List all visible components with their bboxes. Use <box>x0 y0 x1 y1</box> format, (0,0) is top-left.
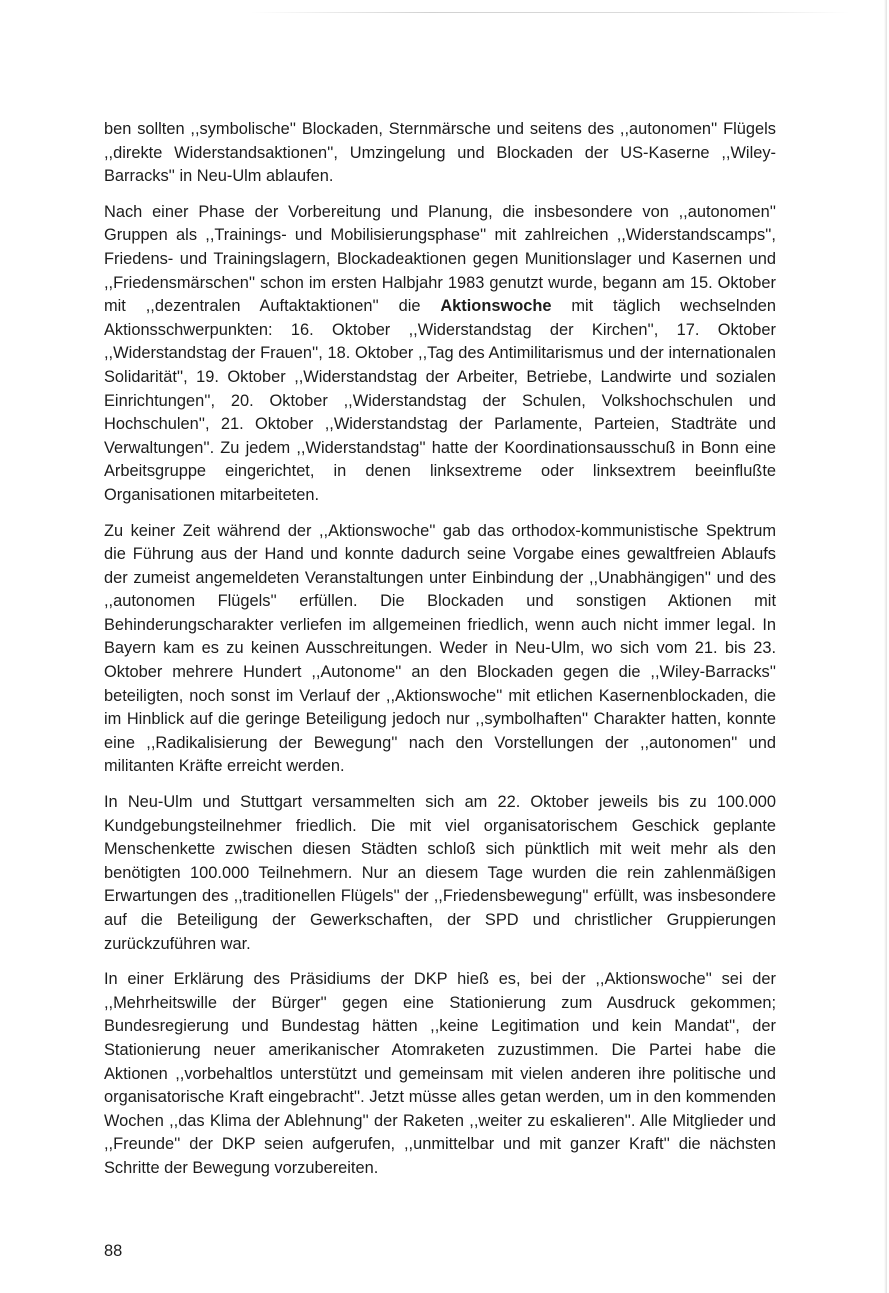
scan-right-edge <box>884 0 887 1293</box>
paragraph-5: In einer Erklärung des Präsidiums der DKP hieß es, bei der ,,Aktionswoche'' sei der ,,Mehrheitswille der Bürger'' gegen eine Stationierung zum Ausdruck gekommen; Bundesregierung und Bundestag hätten ,,keine Legitimation und kein Mandat'', der Stationierung neuer amerikanischer Atomraketen zuzustimmen. Die Partei habe die Aktionen ,,vorbehaltlos unterstützt und gemeinsam mit vielen anderen ihre politische und organisatorische Kraft eingebracht''. Jetzt müsse alles getan werden, um in den kommenden Wochen ,,das Klima der Ablehnung'' der Raketen ,,weiter zu eskalieren''. Alle Mitglieder und ,,Freunde'' der DKP seien aufgerufen, ,,unmittelbar und mit ganzer Kraft'' die nächsten Schritte der Bewegung vorzubereiten. <box>104 970 776 1177</box>
paragraph-2 <box>104 201 776 508</box>
paragraph-2-before: Nach einer Phase der Vorbereitung und Planung, die insbesondere von ,,autonomen'' Gruppen als ,,Trainings- und Mobilisierungsphase'' mit zahlreichen ,,Widerstandscamps'', Friedens- und Trainingslagern, Blockadeaktionen gegen Munitionslager und Kasernen und ,,Friedensmärschen'' schon im ersten Halbjahr 1983 genutzt wurde, begann am 15. Oktober mit ,,dezentralen Auftaktaktionen'' die <box>104 202 776 316</box>
paragraph-1: ben sollten ,,symbolische'' Blockaden, Sternmärsche und seitens des ,,autonomen'' Flügels ,,direkte Widerstandsaktionen'', Umzingelung und Blockaden der US-Kaserne ,,Wiley-Barracks'' in Neu-Ulm ablaufen. <box>104 120 776 186</box>
paragraph-3: Zu keiner Zeit während der ,,Aktionswoche'' gab das orthodox-kommunistische Spektrum die Führung aus der Hand und konnte dadurch seine Vorgabe eines gewaltfreien Ablaufs der zumeist angemeldeten Veranstaltungen unter Einbindung der ,,Unabhängigen'' und des ,,autonomen Flügels'' erfüllen. Die Blockaden und sonstigen Aktionen mit Behinderungscharakter verliefen im allgemeinen friedlich, wenn auch nicht immer legal. In Bayern kam es zu keinen Ausschreitungen. Weder in Neu-Ulm, wo sich vom 21. bis 23. Oktober mehrere Hundert ,,Autonome'' an den Blockaden gegen die ,,Wiley-Barracks'' beteiligten, noch sonst im Verlauf der ,,Aktionswoche'' mit etlichen Kasernenblockaden, die im Hinblick auf die geringe Beteiligung jedoch nur ,,symbolhaften'' Charakter hatten, konnte eine ,,Radikalisierung der Bewegung'' nach den Vorstellungen der ,,autonomen'' und militanten Kräfte erreicht werden. <box>104 521 776 776</box>
page-number: 88 <box>104 1242 123 1260</box>
paragraph-2-after: mit täglich wechselnden Aktionsschwerpunkten: 16. Oktober ,,Widerstandstag der Kirchen'', 17. Oktober ,,Widerstandstag der Frauen'', 18. Oktober ,,Tag des Antimilitarismus und der internationalen Solidarität'', 19. Oktober ,,Widerstandstag der Arbeiter, Betriebe, Landwirte und sozialen Einrichtungen'', 20. Oktober ,,Widerstandstag der Schulen, Volkshochschulen und Hochschulen'', 21. Oktober ,,Widerstandstag der Parlamente, Parteien, Stadträte und Verwaltungen''. Zu jedem ,,Widerstandstag'' hatte der Koordinationsausschuß in Bonn eine Arbeitsgruppe eingerichtet, in denen linksextreme oder linksextrem beeinflußte Organisationen mitarbeiteten. <box>104 297 776 504</box>
page-body <box>104 118 776 1193</box>
paragraph-4: In Neu-Ulm und Stuttgart versammelten sich am 22. Oktober jeweils bis zu 100.000 Kundgebungsteilnehmer friedlich. Die mit viel organisatorischem Geschick geplante Menschenkette zwischen diesen Städten schloß sich pünktlich mit weit mehr als den benötigten 100.000 Teilnehmern. Nur an diesem Tage wurden die rein zahlenmäßigen Erwartungen des ,,traditionellen Flügels'' der ,,Friedensbewegung'' erfüllt, was insbesondere auf die Beteiligung der Gewerkschaften, der SPD und christlicher Gruppierungen zurückzuführen war. <box>104 793 776 953</box>
keyword-aktionswoche: Aktionswoche <box>440 297 552 316</box>
scan-top-rule <box>250 12 850 13</box>
